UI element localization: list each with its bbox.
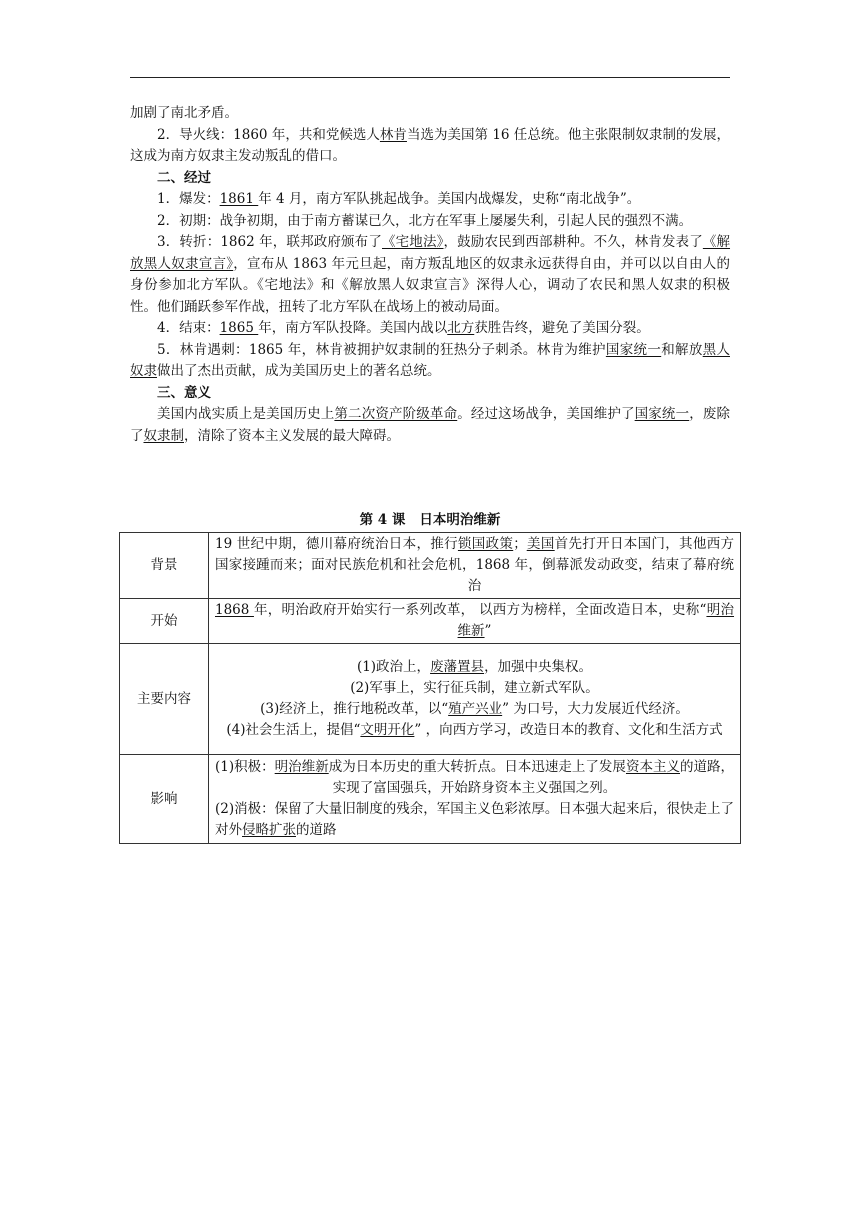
answer-blank: 1865: [219, 320, 259, 336]
answer-blank: 殖产兴业: [448, 701, 503, 717]
list-item: (1)积极：明治维新成为日本历史的重大转折点。日本迅速走上了发展资本主义的道路，实现了富国强兵，开始跻身资本主义强国之列。: [215, 759, 735, 796]
answer-blank: 锁国政策: [457, 536, 514, 552]
answer-blank: 明治维新: [457, 602, 735, 639]
section-heading-process: 二、经过: [157, 169, 211, 186]
header-rule: [130, 77, 730, 78]
paragraph-continued: 加剧了南北矛盾。: [130, 105, 238, 121]
answer-blank: 侵略扩张: [242, 822, 296, 838]
list-item: (4)社会生活上，提倡“文明开化” ，向西方学习，改造日本的教育、文化和生活方式: [226, 722, 723, 738]
answer-blank: 资本主义: [625, 759, 680, 775]
paragraph-turning-point: 3．转折：1862 年，联邦政府颁布了《宅地法》，鼓励农民到西部耕种。不久，林肯发表了《解放黑人奴隶宣言》，宣布从 1863 年元旦起，南方叛乱地区的奴隶永远获得自由，并可以以自由人的身份参加北方军队。《宅地法》和《解放黑人奴隶宣言》深得人心，调动了农民和黑人奴隶的积极性。他们踊跃参军作战，扭转了北方军队在战场上的被动局面。: [130, 234, 731, 315]
lesson-summary-table: [119, 532, 741, 844]
row-label: 背景: [120, 533, 209, 599]
row-content: 19 世纪中期，德川幕府统治日本，推行锁国政策；美国首先打开日本国门，其他西方国家接踵而来；面对民族危机和社会危机，1868 年，倒幕派发动政变，结束了幕府统治: [209, 533, 741, 599]
row-label: 开始: [120, 599, 209, 644]
answer-blank: 国家统一: [634, 406, 690, 422]
answer-blank: 黑人奴隶: [130, 341, 730, 379]
paragraph-trigger: 2．导火线：1860 年，共和党候选人林肯当选为美国第 16 任总统。他主张限制奴隶制的发展，这成为南方奴隶主发动叛乱的借口。: [130, 126, 730, 164]
list-item: (3)经济上，推行地税改革，以“殖产兴业” 为口号，大力发展近代经济。: [260, 701, 689, 717]
paragraph-significance: 美国内战实质上是美国历史上第二次资产阶级革命。经过这场战争，美国维护了国家统一，废除了奴隶制，清除了资本主义发展的最大障碍。: [130, 406, 731, 444]
lesson-title: 第 4 课 日本明治维新: [359, 512, 501, 528]
row-content: [209, 755, 741, 844]
table-row-content: [120, 644, 741, 755]
table-row-impact: [120, 755, 741, 844]
list-item: (2)军事上，实行征兵制，建立新式军队。: [350, 680, 599, 696]
row-content: [209, 644, 741, 755]
paragraph-early-war: 2．初期：战争初期，由于南方蓄谋已久，北方在军事上屡屡失利，引起人民的强烈不满。: [157, 212, 693, 229]
section-heading-significance: 三、意义: [157, 384, 211, 401]
answer-blank: 1861: [219, 191, 259, 207]
paragraph-assassination: 5．林肯遇刺：1865 年，林肯被拥护奴隶制的狂热分子刺杀。林肯为维护国家统一和解放黑人奴隶做出了杰出贡献，成为美国历史上的著名总统。: [130, 341, 730, 379]
body-text: [130, 103, 730, 447]
answer-blank: 第二次资产阶级革命: [334, 406, 458, 422]
row-label: 主要内容: [120, 644, 209, 755]
paragraph-outbreak: 1．爆发：1861 年 4 月，南方军队挑起战争。美国内战爆发，史称“南北战争”。: [157, 191, 641, 207]
answer-blank: 文明开化: [360, 722, 415, 738]
answer-blank: 废藩置县: [430, 659, 485, 675]
answer-blank: 1868: [215, 602, 254, 618]
table-row-start: [120, 599, 741, 644]
row-label: 影响: [120, 755, 209, 844]
answer-blank: 美国: [526, 536, 555, 552]
list-item: (1)政治上，废藩置县，加强中央集权。: [356, 659, 593, 675]
answer-blank: 北方: [447, 320, 475, 336]
list-item: (2)消极：保留了大量旧制度的残余，军国主义色彩浓厚。日本强大起来后，很快走上了对外侵略扩张的道路: [215, 801, 734, 838]
answer-blank: 《宅地法》: [382, 234, 444, 250]
answer-blank: 明治维新: [274, 759, 329, 775]
paragraph-end: 4．结束：1865 年，南方军队投降。美国内战以北方获胜告终，避免了美国分裂。: [157, 320, 650, 336]
answer-blank: 奴隶制: [143, 427, 184, 444]
answer-blank: 国家统一: [605, 341, 662, 358]
answer-blank: 《解放黑人奴隶宣言》: [130, 234, 731, 272]
row-content: 1868 年，明治政府开始实行一系列改革， 以西方为榜样，全面改造日本，史称“明治维新”: [209, 599, 741, 644]
table-row-background: [120, 533, 741, 599]
answer-blank: 林肯: [379, 126, 407, 143]
